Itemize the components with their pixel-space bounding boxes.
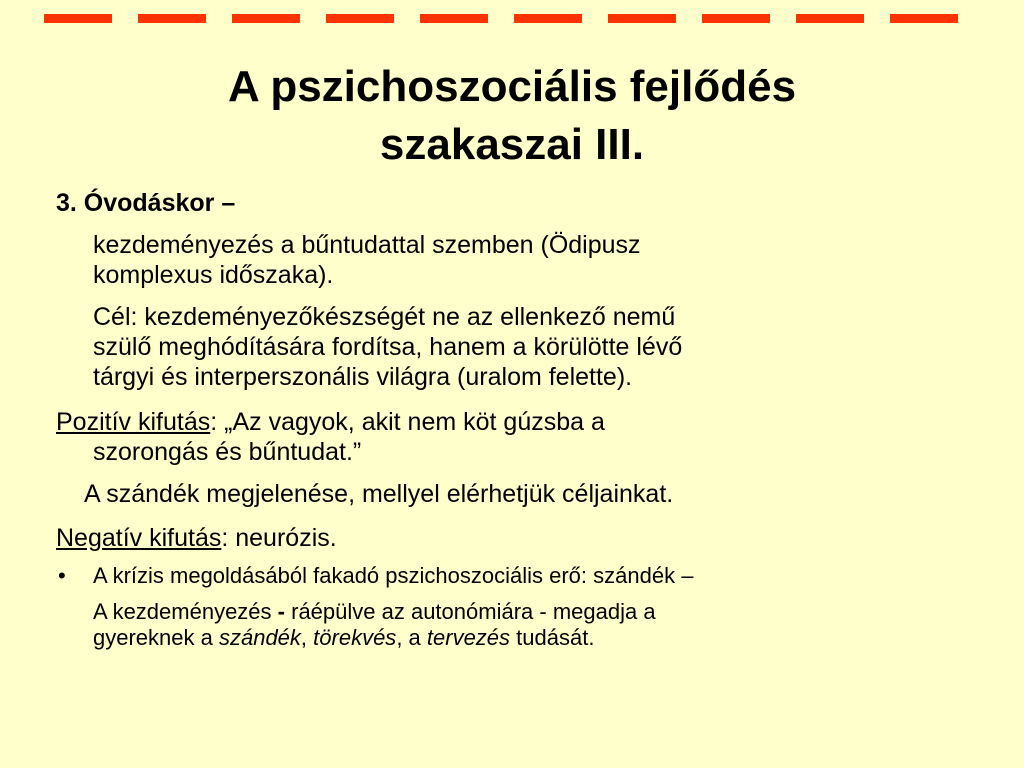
intent-line: A szándék megjelenése, mellyel elérhetjük céljainkat. (84, 480, 674, 508)
dash-segment (138, 14, 206, 23)
final-line2-planning: tervezés (426, 625, 511, 650)
bullet-text: A krízis megoldásából fakadó pszichoszociális erő: szándék – (93, 563, 694, 588)
bullet-marker: • (58, 563, 66, 588)
slide-title-line2: szakaszai III. (379, 120, 645, 169)
goal-line3: tárgyi és interperszonális világra (uralom felette). (93, 363, 633, 391)
final-line1-a: A kezdeményezés (93, 599, 278, 624)
dash-segment (232, 14, 300, 23)
final-line2-c: , (300, 625, 314, 650)
final-line1-dash: - (277, 599, 285, 624)
stage-heading: 3. Óvodáskor – (56, 189, 236, 217)
goal-line1: Cél: kezdeményezőkészségét ne az ellenkező nemű (93, 303, 676, 331)
dash-segment (702, 14, 770, 23)
dash-segment (420, 14, 488, 23)
slide-title (0, 58, 1024, 174)
final-line2-g: tudását. (510, 625, 595, 650)
final-line2 (93, 625, 594, 651)
final-line2-e: , a (396, 625, 427, 650)
negative-outcome-text: : neurózis. (221, 524, 337, 552)
dash-segment (890, 14, 958, 23)
stage-desc-line1: kezdeményezés a bűntudattal szemben (Ödipusz (93, 231, 641, 259)
positive-outcome-text: „Az vagyok, akit nem köt gúzsba a (224, 408, 605, 436)
positive-outcome-line1 (56, 407, 605, 437)
slide-title-line1: A pszichoszociális fejlődés (227, 62, 797, 111)
dash-segment (796, 14, 864, 23)
final-line2-intent: szándék (218, 625, 301, 650)
negative-outcome-line (56, 523, 337, 553)
positive-outcome-sep: : (210, 408, 225, 436)
dash-segment (514, 14, 582, 23)
dash-segment (326, 14, 394, 23)
final-line2-a: gyereknek a (93, 625, 219, 650)
dash-segment (44, 14, 112, 23)
decorative-dash-border (0, 14, 1024, 24)
negative-outcome-label: Negatív kifutás (56, 524, 222, 552)
positive-outcome-label: Pozitív kifutás (56, 408, 211, 436)
final-line1 (93, 599, 656, 625)
goal-line2: szülő meghódítására fordítsa, hanem a körülötte lévő (93, 333, 683, 361)
stage-desc-line2: komplexus időszaka). (93, 261, 334, 289)
final-line1-c: ráépülve az autonómiára - megadja a (285, 599, 656, 624)
positive-outcome-line2: szorongás és bűntudat.” (93, 438, 362, 466)
final-line2-striving: törekvés (313, 625, 397, 650)
dash-segment (608, 14, 676, 23)
